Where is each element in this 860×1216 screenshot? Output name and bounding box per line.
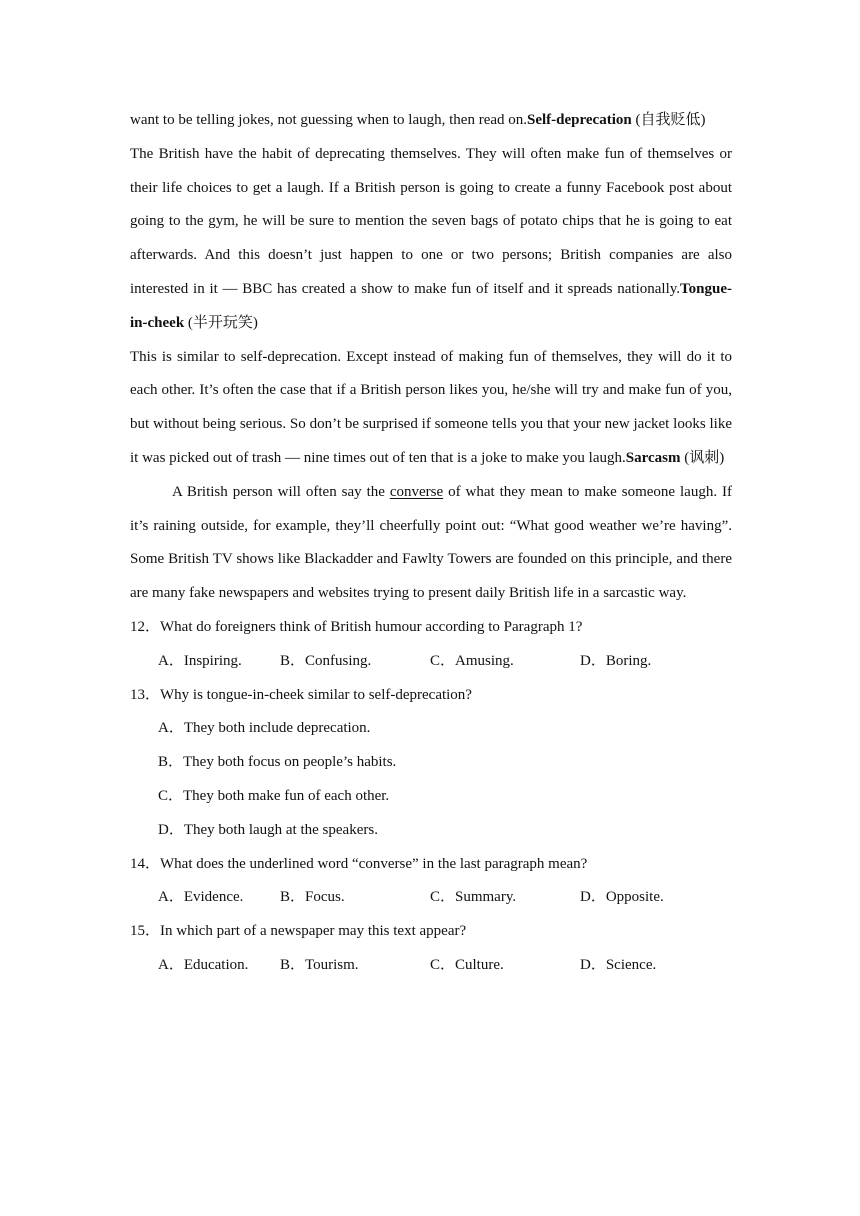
- heading-note: (半开玩笑): [184, 314, 258, 331]
- option-b[interactable]: B．Focus.: [280, 889, 345, 906]
- option-d[interactable]: D．Science.: [580, 956, 657, 973]
- question-stem: 14．What does the underlined word “converse” in the last paragraph mean?: [130, 855, 588, 872]
- underlined-word: converse: [389, 483, 444, 500]
- option-c[interactable]: C．They both make fun of each other.: [158, 787, 390, 804]
- option-b[interactable]: B．Confusing.: [280, 652, 372, 669]
- options-row: [158, 881, 732, 915]
- question-13: [130, 679, 732, 848]
- question-14: [130, 848, 732, 916]
- passage-paragraph-3: [130, 341, 732, 476]
- question-12: [130, 611, 732, 679]
- heading-note: (自我贬低): [631, 112, 706, 128]
- section-heading-self-deprecation: Self-deprecation: [527, 112, 632, 128]
- paragraph-text: of what they mean to make someone laugh. If it’s raining outside, for example, they’ll cheerfully point out: “What good weather we’re having”. Some British TV shows like Blackadder and Fawlty Towers are founded on this principle, and there are many fake newspapers and websites trying to present daily British life in a sarcastic way.: [130, 483, 733, 602]
- option-c[interactable]: C．Summary.: [430, 889, 517, 906]
- options-row: [158, 949, 732, 983]
- passage-paragraph-4: [130, 476, 732, 611]
- question-stem: 12．What do foreigners think of British humour according to Paragraph 1?: [130, 618, 583, 635]
- paragraph-text: This is similar to self-deprecation. Except instead of making fun of themselves, they will do it to each other. It’s often the case that if a British person likes you, he/she will try and make fun of you, but without being serious. So don’t be surprised if someone tells you that your new jacket looks like it was picked out of trash — nine times out of ten that is a joke to make you laugh.: [130, 348, 732, 466]
- question-15: [130, 915, 732, 983]
- section-heading-tongue-in-cheek: Tongue-in-cheek: [130, 280, 732, 331]
- paragraph-text: want to be telling jokes, not guessing when to laugh, then read on.: [130, 112, 528, 128]
- section-heading-sarcasm: Sarcasm: [625, 449, 681, 466]
- paragraph-text: The British have the habit of deprecating themselves. They will often make fun of themselves or their life choices to get a laugh. If a British person is going to create a funny Facebook post about going to the gym, he will be sure to mention the seven bags of potato chips that he is going to eat afterwards. And this doesn’t just happen to one or two persons; British companies are also interested in it — BBC has created a show to make fun of itself and it spreads nationally.: [130, 145, 732, 297]
- option-a[interactable]: A．Education.: [158, 956, 249, 973]
- option-b[interactable]: B．Tourism.: [280, 956, 359, 973]
- options-list: [158, 712, 732, 847]
- option-c[interactable]: C．Amusing.: [430, 652, 514, 669]
- passage-paragraph-2: [130, 138, 732, 341]
- option-d[interactable]: D．Opposite.: [580, 889, 664, 906]
- option-a[interactable]: A．Evidence.: [158, 889, 244, 906]
- option-d[interactable]: D．They both laugh at the speakers.: [158, 821, 378, 838]
- option-a[interactable]: A．Inspiring.: [158, 652, 242, 669]
- exam-page: [130, 104, 732, 983]
- option-b[interactable]: B．They both focus on people’s habits.: [158, 754, 397, 771]
- passage-paragraph-1: [130, 104, 732, 138]
- question-stem: 13．Why is tongue-in-cheek similar to self-deprecation?: [130, 686, 472, 703]
- option-d[interactable]: D．Boring.: [580, 652, 652, 669]
- option-c[interactable]: C．Culture.: [430, 956, 504, 973]
- option-a[interactable]: A．They both include deprecation.: [158, 720, 371, 737]
- question-stem: 15．In which part of a newspaper may this text appear?: [130, 923, 467, 940]
- options-row: [158, 645, 732, 679]
- heading-note: (讽刺): [680, 449, 725, 466]
- paragraph-text: A British person will often say the: [172, 483, 390, 500]
